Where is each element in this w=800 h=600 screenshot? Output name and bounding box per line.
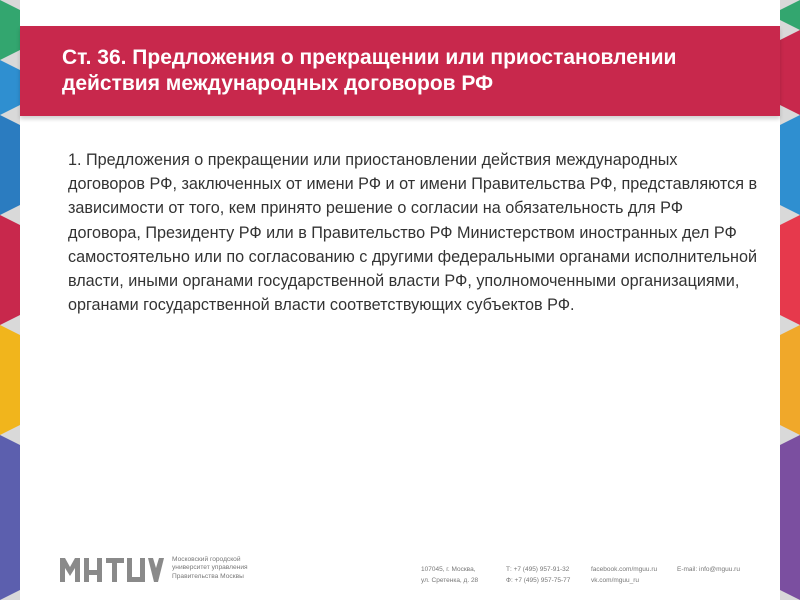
footer-phones [506,564,570,586]
university-name [172,556,282,581]
facebook-link[interactable]: facebook.com/mguu.ru [591,566,658,573]
slide-body-text: 1. Предложения о прекращении или приостановлении действия международных договоров РФ, заключенных от имени РФ и от имени Правительства РФ, представляются в зависимости от того, кем принято решение о согласии на обязательность для РФ договора, Президенту РФ или в Правительство РФ Министерством иностранных дел РФ самостоятельно или по согласованию с другими федеральными органами исполнительной власти, иными органами государственной власти РФ, уполномоченными организациями, органами государственной власти соответствующих субъектов РФ. [68,151,758,315]
fax-line: Ф: +7 (495) 957-75-77 [506,577,571,584]
footer [20,552,780,592]
right-decorative-stripe [780,0,800,600]
slide [20,0,780,600]
university-name-line: университет управления [172,564,248,572]
vk-link[interactable]: vk.com/mguu_ru [591,577,640,584]
university-name-line: Московский городской [172,556,241,563]
footer-social [591,564,657,586]
left-decorative-stripe [0,0,20,600]
address-line: 107045, г. Москва, [421,566,476,573]
title-bar [20,26,780,116]
mguu-logo-icon [60,558,164,582]
footer-email [677,564,740,575]
university-name-line: Правительства Москвы [172,572,244,580]
address-line: ул. Сретенка, д. 28 [421,577,479,584]
email-link[interactable]: E-mail: info@mguu.ru [677,566,740,573]
footer-address [421,564,478,586]
phone-line: Т: +7 (495) 957-91-32 [506,566,570,573]
slide-title: Ст. 36. Предложения о прекращении или приостановлении действия международных договоров РФ [62,46,677,95]
